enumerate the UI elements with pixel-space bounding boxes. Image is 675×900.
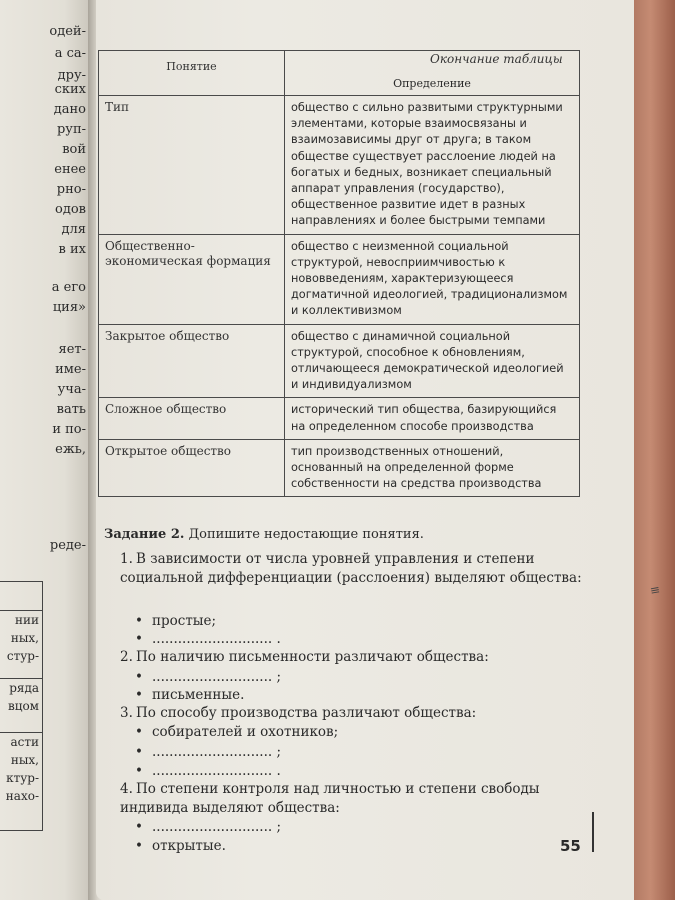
item-number: 2. xyxy=(120,649,133,665)
list-item[interactable] xyxy=(135,630,281,648)
concept-table xyxy=(98,50,580,497)
blank-fill-field[interactable]: ............................ . xyxy=(152,763,281,779)
task-item xyxy=(120,648,590,667)
bullet-icon: • xyxy=(135,724,143,740)
list-item-text: открытые. xyxy=(152,838,226,854)
task-item xyxy=(120,550,590,588)
list-item xyxy=(135,837,226,855)
left-text-fragment: для xyxy=(61,222,86,237)
table-row xyxy=(99,324,580,398)
page-edge xyxy=(634,0,675,900)
task-label: Задание 2. xyxy=(104,527,185,542)
term-cell: Закрытое общество xyxy=(99,324,285,398)
list-item-text: собирателей и охотников; xyxy=(152,724,339,740)
pencil-mark: ≡ xyxy=(648,582,662,598)
blank-fill-field[interactable]: ............................ ; xyxy=(152,744,281,760)
left-text-fragment: уча- xyxy=(57,382,86,397)
page-number-rule xyxy=(592,812,594,852)
item-text: По способу производства различают общества: xyxy=(136,705,477,721)
left-text-fragment: в их xyxy=(58,242,86,257)
left-table-fragment xyxy=(0,581,43,831)
table-row xyxy=(99,234,580,324)
left-table-cell xyxy=(0,678,42,715)
column-header-definition: Определение xyxy=(285,51,580,96)
left-table-text: нии xyxy=(15,613,39,627)
left-text-fragment: ежь, xyxy=(55,442,86,457)
blank-fill-field[interactable]: ............................ . xyxy=(152,631,281,647)
left-page xyxy=(0,0,92,900)
page-number: 55 xyxy=(560,837,581,855)
item-number: 3. xyxy=(120,705,133,721)
left-table-text: нахо- xyxy=(5,789,39,803)
table-header-row xyxy=(99,51,580,96)
term-cell: Общественно-экономическая формация xyxy=(99,234,285,324)
left-text-fragment: одов xyxy=(55,202,86,217)
item-text: По наличию письменности различают общества: xyxy=(136,649,489,665)
bullet-icon: • xyxy=(135,744,143,760)
left-table-text: стур- xyxy=(6,649,39,663)
left-text-fragment: одей- xyxy=(49,24,86,39)
list-item xyxy=(135,723,338,741)
list-item[interactable] xyxy=(135,818,281,836)
left-text-fragment: дано xyxy=(53,102,86,117)
left-text-fragment: ских xyxy=(54,82,86,97)
item-number: 1. xyxy=(120,551,133,567)
list-item xyxy=(135,612,216,630)
list-item[interactable] xyxy=(135,668,281,686)
list-item-text: простые; xyxy=(152,613,217,629)
left-table-text: асти xyxy=(10,735,39,749)
left-text-fragment: а са- xyxy=(54,46,86,61)
item-number: 4. xyxy=(120,781,133,797)
left-text-fragment: реде- xyxy=(49,538,86,553)
bullet-icon: • xyxy=(135,838,143,854)
term-cell: Тип xyxy=(99,96,285,235)
task-instruction: Допишите недостающие понятия. xyxy=(188,527,424,542)
task-item xyxy=(120,780,590,818)
left-text-fragment: ция» xyxy=(52,300,86,315)
blank-fill-field[interactable]: ............................ ; xyxy=(152,819,281,835)
definition-cell: тип производственных отношений, основанный на определенной форме собственности на средства производства xyxy=(285,439,580,497)
left-text-fragment: вать xyxy=(56,402,86,417)
table-row xyxy=(99,439,580,497)
left-text-fragment: руп- xyxy=(56,122,86,137)
bullet-icon: • xyxy=(135,687,143,703)
list-item[interactable] xyxy=(135,762,281,780)
table-row xyxy=(99,398,580,439)
list-item xyxy=(135,686,244,704)
list-item-text: письменные. xyxy=(152,687,245,703)
column-header-term: Понятие xyxy=(99,51,285,96)
bullet-icon: • xyxy=(135,819,143,835)
blank-fill-field[interactable]: ............................ ; xyxy=(152,669,281,685)
item-text: По степени контроля над личностью и степени свободы индивида выделяют общества: xyxy=(120,781,540,816)
item-text: В зависимости от числа уровней управления и степени социальной дифференциации (расслоения) выделяют общества: xyxy=(120,551,582,586)
bullet-icon: • xyxy=(135,631,143,647)
term-cell: Сложное общество xyxy=(99,398,285,439)
definition-cell: общество с динамичной социальной структурой, способное к обновлениям, отличающееся демократической идеологией и индивидуализмом xyxy=(285,324,580,398)
left-text-fragment: рно- xyxy=(56,182,86,197)
left-table-text: ных, xyxy=(10,753,39,767)
bullet-icon: • xyxy=(135,613,143,629)
table-row xyxy=(99,96,580,235)
left-text-fragment: яет- xyxy=(58,342,86,357)
left-table-cell xyxy=(0,732,42,805)
definition-cell: общество с сильно развитыми структурными элементами, которые взаимосвязаны и взаимозависимы друг от друга; в таком обществе существует расслоение людей на богатых и бедных, возникает специальный аппарат управления (государство), общественное развитие идет в разных направлениях и более быстрыми темпами xyxy=(285,96,580,235)
left-text-fragment: име- xyxy=(55,362,86,377)
definition-cell: исторический тип общества, базирующийся на определенном способе производства xyxy=(285,398,580,439)
definition-cell: общество с неизменной социальной структурой, невосприимчивостью к нововведениям, характеризующееся догматичной идеологией, традиционализмом и коллективизмом xyxy=(285,234,580,324)
left-table-text: ных, xyxy=(10,631,39,645)
bullet-icon: • xyxy=(135,669,143,685)
left-text-fragment: вой xyxy=(62,142,86,157)
term-cell: Открытое общество xyxy=(99,439,285,497)
left-text-fragment: дру- xyxy=(57,68,86,83)
task-item xyxy=(120,704,590,723)
left-table-text: ктур- xyxy=(6,771,39,785)
left-table-text: ряда xyxy=(9,681,39,695)
left-table-cell xyxy=(0,610,42,665)
left-text-fragment: а его xyxy=(51,280,86,295)
left-text-fragment: и по- xyxy=(52,422,86,437)
left-text-fragment: енее xyxy=(54,162,86,177)
list-item[interactable] xyxy=(135,743,281,761)
bullet-icon: • xyxy=(135,763,143,779)
task-heading xyxy=(104,527,424,542)
left-table-text: вцом xyxy=(7,699,39,713)
running-head: Окончание таблицы xyxy=(430,52,563,66)
